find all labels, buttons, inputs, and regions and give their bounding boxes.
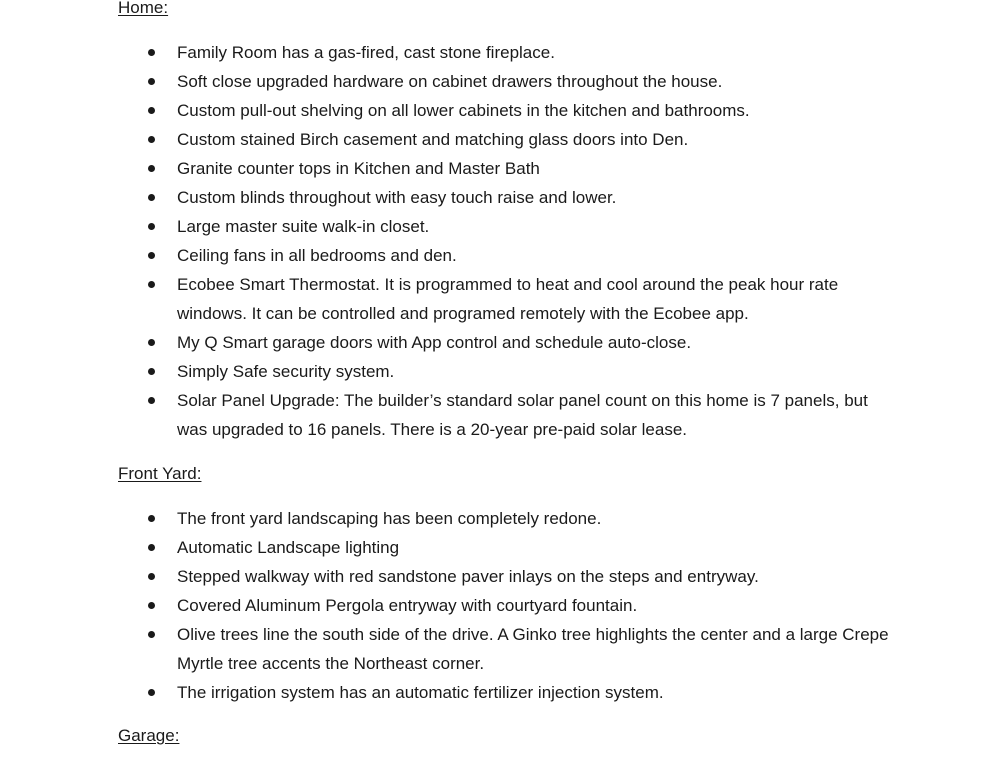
bullet-icon [148, 368, 155, 375]
bullet-icon [148, 78, 155, 85]
section-heading-home: Home: [118, 0, 169, 17]
list-item-text: Stepped walkway with red sandstone paver inlays on the steps and entryway. [177, 567, 759, 586]
bullet-icon [148, 631, 155, 638]
list-item [0, 212, 1000, 241]
list-item-text: Solar Panel Upgrade: The builder’s standard solar panel count on this home is 7 panels, but was upgraded to 16 panels. There is a 20-year pre-paid solar lease. [177, 391, 868, 439]
bullet-icon [148, 515, 155, 522]
bullet-icon [148, 107, 155, 114]
list-item-text: Ceiling fans in all bedrooms and den. [177, 246, 457, 265]
list-item [0, 533, 1000, 562]
list-item [0, 386, 1000, 444]
bullet-icon [148, 223, 155, 230]
list-item-text: Ecobee Smart Thermostat. It is programmed to heat and cool around the peak hour rate windows. It can be controlled and programed remotely with the Ecobee app. [177, 275, 839, 323]
list-item [0, 591, 1000, 620]
bullet-icon [148, 252, 155, 259]
bullet-icon [148, 544, 155, 551]
list-item-text: Granite counter tops in Kitchen and Master Bath [177, 159, 540, 178]
list-item [0, 270, 1000, 328]
bullet-icon [148, 397, 155, 404]
list-item-text: Automatic Landscape lighting [177, 538, 400, 557]
list-item-text: The front yard landscaping has been completely redone. [177, 509, 602, 528]
list-item [0, 241, 1000, 270]
list-item-text: Custom stained Birch casement and matching glass doors into Den. [177, 130, 689, 149]
bullet-icon [148, 339, 155, 346]
list-item-text: Large master suite walk-in closet. [177, 217, 430, 236]
list-item [0, 125, 1000, 154]
list-item [0, 38, 1000, 67]
list-item-text: Olive trees line the south side of the drive. A Ginko tree highlights the center and a large Crepe Myrtle tree accents the Northeast corner. [177, 625, 889, 673]
section-heading-garage: Garage: [118, 726, 180, 745]
list-item [0, 67, 1000, 96]
list-item-text: Soft close upgraded hardware on cabinet drawers throughout the house. [177, 72, 723, 91]
bullet-icon [148, 194, 155, 201]
section-heading-front-yard: Front Yard: [118, 464, 202, 483]
list-item-text: Family Room has a gas-fired, cast stone fireplace. [177, 43, 555, 62]
list-item [0, 328, 1000, 357]
list-item [0, 183, 1000, 212]
home-features-list [0, 38, 1000, 444]
list-item [0, 620, 1000, 678]
list-item [0, 504, 1000, 533]
list-item-text: Covered Aluminum Pergola entryway with courtyard fountain. [177, 596, 638, 615]
list-item [0, 357, 1000, 386]
bullet-icon [148, 281, 155, 288]
list-item-text: Simply Safe security system. [177, 362, 395, 381]
bullet-icon [148, 136, 155, 143]
list-item-text: The irrigation system has an automatic fertilizer injection system. [177, 683, 664, 702]
list-item-text: My Q Smart garage doors with App control and schedule auto-close. [177, 333, 692, 352]
bullet-icon [148, 573, 155, 580]
list-item [0, 678, 1000, 707]
list-item [0, 96, 1000, 125]
list-item-text: Custom pull-out shelving on all lower cabinets in the kitchen and bathrooms. [177, 101, 750, 120]
list-item [0, 562, 1000, 591]
list-item [0, 154, 1000, 183]
bullet-icon [148, 689, 155, 696]
bullet-icon [148, 49, 155, 56]
bullet-icon [148, 165, 155, 172]
front-yard-features-list [0, 504, 1000, 707]
list-item-text: Custom blinds throughout with easy touch raise and lower. [177, 188, 617, 207]
bullet-icon [148, 602, 155, 609]
